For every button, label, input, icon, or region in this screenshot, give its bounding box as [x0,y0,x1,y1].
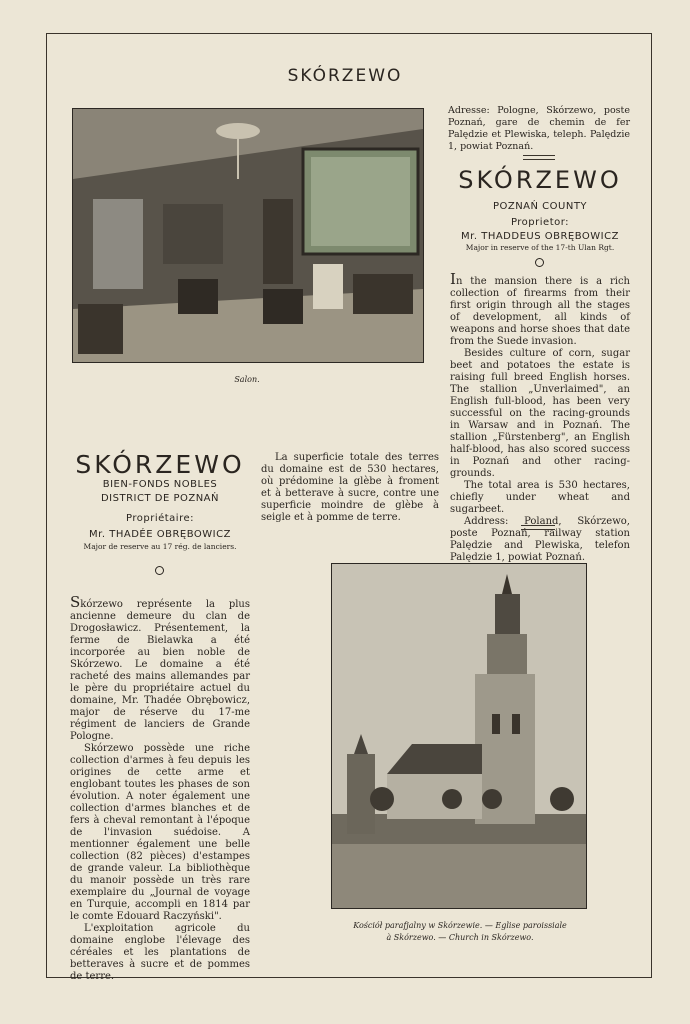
divider [521,525,555,530]
french-area-text: La superficie totale des terres du domaine est de 530 hectares, où prédomine la glèbe à froment et à betterave à sucre, contre une superficie moindre de glèbe à seigle et à pomme de terre. [261,452,439,523]
english-county: POZNAŃ COUNTY [492,201,588,212]
english-address: Address: Poland, Skórzewo, poste Poznań, railway station Palędzie and Plewiska, telefon Palędzie 1, powiat Poznań. [450,516,630,563]
english-proprietor-rank: Major in reserve of the 17-th Ulan Rgt. [465,243,615,252]
drop-cap: I [450,270,456,288]
english-heading: SKÓRZEWO [458,166,622,194]
french-proprietor-name: Mr. THADÉE OBRĘBOWICZ [89,529,231,540]
french-paragraph: Skórzewo possède une riche collection d'armes à feu depuis les origines de cette arme et englobant toutes les phases de son évolution. A noter également une collection d'armes blanches et de fers à cheval remontant à l'époque de l'invasion suédoise. A mentionner également une belle collection (82 pièces) d'estampes de grande valeur. La bibliothèque du manoir possède un très rare exemplaire du „Journal de voyage en Turquie, accompli en 1814 par le comte Edouard Raczyński". [70,743,250,922]
divider [523,155,555,160]
english-text [450,270,630,564]
french-paragraph: kórzewo représente la plus ancienne demeure du clan de Drogosławicz. Présentement, la ferme de Bielawka a été incorporée au bien noble de Skórzewo. Le domaine a été racheté des mains allemandes par le père du propriétaire actuel du domaine, Mr. Thadée Obrębowicz, major de réserve du 17-me régiment de lanciers de Grande Pologne. [70,599,250,742]
english-paragraph: Besides culture of corn, sugar beet and potatoes the estate is raising full breed English horses. The stallion „Unverlaimed", an English full-blood, has been very successful on the racing-grounds in Warsaw and in Poznań. The stallion „Fürstenberg", an English half-blood, has also scored success in Poznań and other racing-grounds. [450,348,630,479]
salon-caption: Salon. [234,375,260,384]
salon-illustration [73,109,423,362]
english-paragraph: n the mansion there is a rich collection of firearms from their first origin through all the stages of development, all kinds of weapons and horse shoes that date from the Suede invasion. [450,276,630,347]
church-illustration [332,564,586,908]
french-paragraph: L'exploitation agricole du domaine englobe l'élevage des céréales et les plantations de betteraves à sucre et de pommes de terre. [70,923,250,982]
address-french: Adresse: Pologne, Skórzewo, poste Poznań, gare de chemin de fer Palędzie et Plewiska, teleph. Palędzie 1, powiat Poznań. [448,105,630,152]
salon-photo [72,108,424,363]
english-paragraph: The total area is 530 hectares, chiefly under wheat and sugarbeet. [450,480,630,515]
page-title: SKÓRZEWO [287,66,403,86]
church-photo [331,563,587,909]
french-text [70,593,250,983]
french-heading: SKÓRZEWO [75,450,245,479]
french-line2: DISTRICT DE POZNAŃ [100,493,220,504]
drop-cap: S [70,593,81,611]
ornament-circle [155,566,164,575]
ornament-circle [535,258,544,267]
english-proprietor-label: Proprietor: [510,217,570,228]
church-caption-line2: à Skórzewo. — Church in Skórzewo. [386,933,534,942]
french-line1: BIEN-FONDS NOBLES [102,479,218,490]
french-proprietor-label: Propriétaire: [126,513,194,524]
french-proprietor-rank: Major de reserve au 17 rég. de lanciers. [83,542,237,551]
church-caption-line1: Kościół parafjalny w Skórzewie. — Eglise paroissiale [353,921,567,930]
english-proprietor-name: Mr. THADDEUS OBRĘBOWICZ [461,231,619,242]
